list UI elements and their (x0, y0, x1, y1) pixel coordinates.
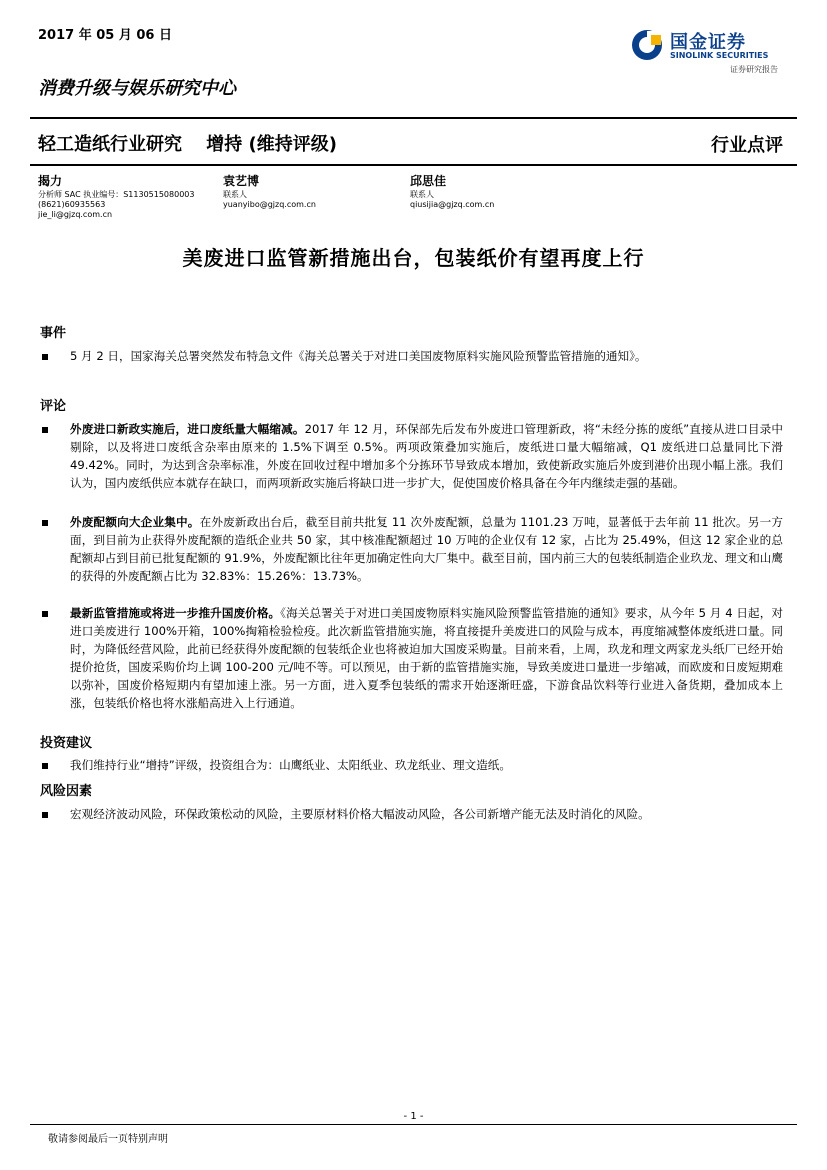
comment-body: 在外废新政出台后，截至目前共批复 11 次外废配额，总量为 1101.23 万吨，显著低于去年前 11 批次。另一方面，到目前为止获得外废配额的造纸企业共 50 家，其中核准配额超过 10 万吨的企业仅有 12 家，占比为 25.49%，但这 12 家企业的总配额却占到目前已批复配额的 91.9%，外废配额比往年更加确定性向大厂集中。截至目前，国内前三大的包装纸制造企业玖龙、理文和山鹰的获得的外废配额占比为 32.83%：15.26%：13.73%。 (70, 515, 783, 583)
analyst-block (223, 172, 316, 210)
bullet-icon (42, 611, 48, 617)
comment-paragraph (70, 420, 783, 492)
analyst-block (38, 172, 194, 220)
bullet-icon (42, 812, 48, 818)
analyst-email: jie_li@gjzq.com.cn (38, 210, 113, 219)
analyst-name: 邱思佳 (410, 174, 447, 188)
company-logo (630, 26, 790, 76)
analyst-line: (8621)60935563 (38, 200, 106, 209)
bullet-icon (42, 427, 48, 433)
comment-lead: 外废进口新政实施后，进口废纸量大幅缩减。 (70, 422, 305, 436)
section-heading-event: 事件 (40, 326, 67, 341)
sinolink-logo-icon (630, 28, 664, 62)
logo-name-en: SINOLINK SECURITIES (670, 51, 769, 60)
comment-paragraph (70, 513, 783, 585)
document-type: 行业点评 (711, 135, 783, 156)
comment-paragraph (70, 604, 783, 712)
event-paragraph: 5 月 2 日，国家海关总署突然发布特急文件《海关总署关于对进口美国废物原料实施风险预警监管措施的通知》。 (70, 349, 647, 363)
header-rule-top (30, 117, 797, 119)
research-center-name: 消费升级与娱乐研究中心 (38, 78, 236, 99)
footer-rule (30, 1124, 797, 1125)
footer-disclaimer: 敬请参阅最后一页特别声明 (48, 1134, 168, 1145)
risk-paragraph: 宏观经济波动风险，环保政策松动的风险，主要原材料价格大幅波动风险，各公司新增产能无法及时消化的风险。 (70, 807, 650, 821)
comment-lead: 外废配额向大企业集中。 (70, 515, 200, 529)
industry-rating-title: 轻工造纸行业研究 增持 (维持评级) (38, 134, 337, 155)
analyst-line: 联系人 (410, 190, 434, 199)
analyst-name: 揭力 (38, 174, 63, 188)
comment-body: 《海关总署关于对进口美国废物原料实施风险预警监管措施的通知》要求，从今年 5 月 4 日起，对进口美废进行 100%开箱，100%掏箱检验检疫。此次新监管措施实施，将直接提升美废进口的风险与成本，再度缩减整体废纸进口量。同时，为降低经营风险，此前已经获得外废配额的包装纸企业也将被迫加大国废采购量。目前来看，上周，玖龙和理文两家龙头纸厂已经开始提价抢货，国废采购价均上调 100-200 元/吨不等。可以预见，由于新的监管措施实施，导致美废进口量进一步缩减，而欧废和日废短期难以弥补，国废价格短期内有望加速上涨。另一方面，进入夏季包装纸的需求开始逐渐旺盛，下游食品饮料等行业进入备货期，叠加成本上涨，包装纸价格也将水涨船高进入上行通道。 (70, 606, 783, 710)
page-number: - 1 - (403, 1111, 424, 1122)
bullet-icon (42, 763, 48, 769)
report-title: 美废进口监管新措施出台，包装纸价有望再度上行 (182, 246, 645, 270)
analyst-email: yuanyibo@gjzq.com.cn (223, 200, 316, 209)
bullet-icon (42, 354, 48, 360)
section-heading-comment: 评论 (40, 399, 67, 414)
logo-name-cn: 国金证券 (670, 32, 746, 53)
invest-paragraph: 我们维持行业“增持”评级，投资组合为：山鹰纸业、太阳纸业、玖龙纸业、理文造纸。 (70, 758, 511, 772)
comment-lead: 最新监管措施或将进一步推升国废价格。 (70, 606, 281, 620)
header-rule-bottom (30, 164, 797, 166)
bullet-icon (42, 520, 48, 526)
analyst-name: 袁艺博 (223, 174, 260, 188)
report-date: 2017 年 05 月 06 日 (38, 28, 172, 43)
logo-tagline: 证券研究报告 (730, 65, 778, 74)
analyst-email: qiusijia@gjzq.com.cn (410, 200, 495, 209)
analyst-line: 分析师 SAC 执业编号：S1130515080003 (38, 190, 195, 199)
analyst-line: 联系人 (223, 190, 247, 199)
section-heading-risk: 风险因素 (40, 784, 93, 799)
analyst-block (410, 172, 494, 210)
comment-body: 2017 年 12 月，环保部先后发布外废进口管理新政，将“未经分拣的废纸”直接从进口目录中剔除，以及将进口废纸含杂率由原来的 1.5%下调至 0.5%。两项政策叠加实施后，废纸进口量大幅缩减，Q1 废纸进口总量同比下滑 49.42%。同时，为达到含杂率标准，外废在回收过程中增加多个分拣环节导致成本增加，致使新政实施后外废到港价出现小幅上涨。我们认为，国内废纸供应本就存在缺口，而两项新政实施后将缺口进一步扩大，促使国废价格具备在今年内继续走强的基础。 (70, 422, 783, 490)
section-heading-invest: 投资建议 (40, 736, 93, 751)
